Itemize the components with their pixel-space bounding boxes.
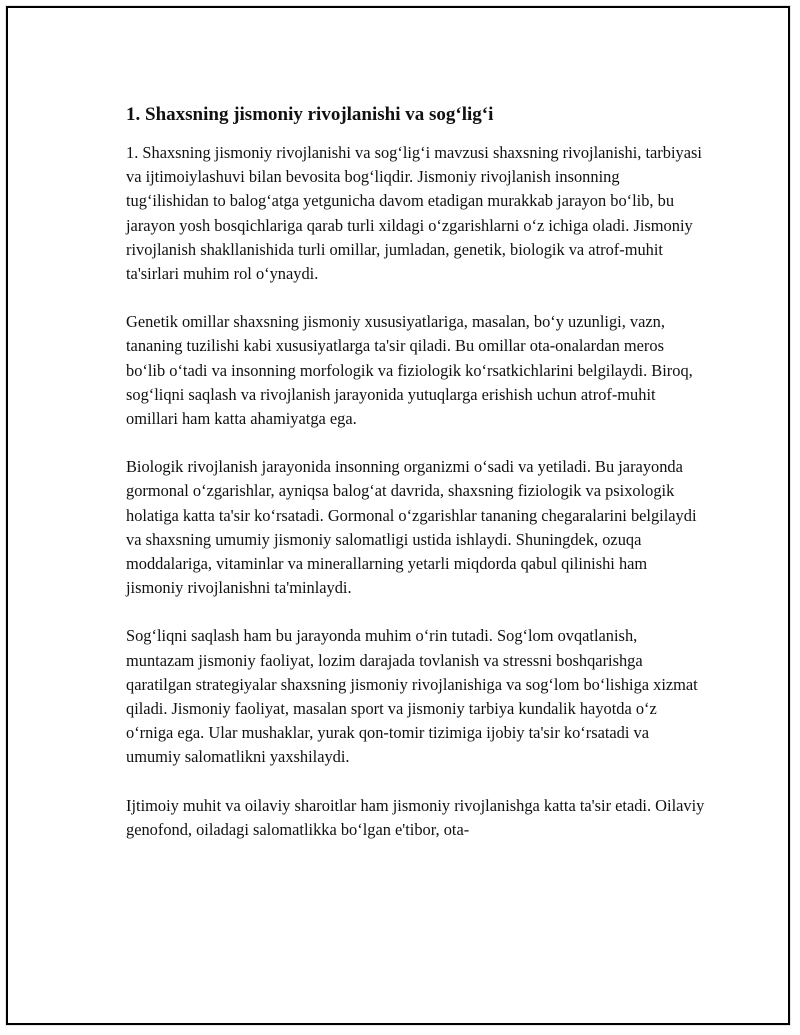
document-page (6, 6, 790, 1025)
document-body (126, 102, 706, 866)
section-heading: 1. Shaxsning jismoniy rivojlanishi va sog‘lig‘i (126, 104, 494, 125)
paragraph-2: Genetik omillar shaxsning jismoniy xususiyatlariga, masalan, bo‘y uzunligi, vazn, tananing tuzilishi kabi xususiyatlarga ta'sir qiladi. Bu omillar ota-onalardan meros bo‘lib o‘tadi va insonning morfologik va fiziologik ko‘rsatkichlarini belgilaydi. Biroq, sog‘liqni saqlash va rivojlanish jarayonida yutuqlarga erishish uchun atrof-muhit omillari ham katta ahamiyatga ega. (126, 312, 693, 429)
paragraph-5: Ijtimoiy muhit va oilaviy sharoitlar ham jismoniy rivojlanishga katta ta'sir etadi. Oilaviy genofond, oiladagi salomatlikka bo‘lgan e'tibor, ota- (126, 795, 705, 839)
paragraph-3: Biologik rivojlanish jarayonida insonning organizmi o‘sadi va yetiladi. Bu jarayonda gormonal o‘zgarishlar, ayniqsa balog‘at davrida, shaxsning fiziologik va psixologik holatiga katta ta'sir ko‘rsatadi. Gormonal o‘zgarishlar tananing chegaralarini belgilaydi va shaxsning umumiy jismoniy salomatligi ustida ishlaydi. Shuningdek, ozuqa moddalariga, vitaminlar va minerallarning yetarli miqdorda qabul qilinishi ham jismoniy rivojlanishni ta'minlaydi. (126, 457, 697, 598)
paragraph-1: 1. Shaxsning jismoniy rivojlanishi va sog‘lig‘i mavzusi shaxsning rivojlanishi, tarbiyasi va ijtimoiylashuvi bilan bevosita bog‘liqdir. Jismoniy rivojlanish insonning tug‘ilishidan to balog‘atga yetgunicha davom etadigan murakkab jarayon bo‘lib, bu jarayon yosh bosqichlariga qarab turli xildagi o‘zgarishlarni o‘z ichiga oladi. Jismoniy rivojlanish shakllanishida turli omillar, jumladan, genetik, biologik va atrof-muhit ta'sirlari muhim rol o‘ynaydi. (126, 143, 702, 284)
paragraph-4: Sog‘liqni saqlash ham bu jarayonda muhim o‘rin tutadi. Sog‘lom ovqatlanish, muntazam jismoniy faoliyat, lozim darajada tovlanish va stressni boshqarishga qaratilgan strategiyalar shaxsning jismoniy rivojlanishiga va sog‘lom bo‘lishiga xizmat qiladi. Jismoniy faoliyat, masalan sport va jismoniy tarbiya kundalik hayotda o‘z o‘rniga ega. Ular mushaklar, yurak qon-tomir tizimiga ijobiy ta'sir ko‘rsatadi va umumiy salomatlikni yaxshilaydi. (126, 626, 698, 767)
